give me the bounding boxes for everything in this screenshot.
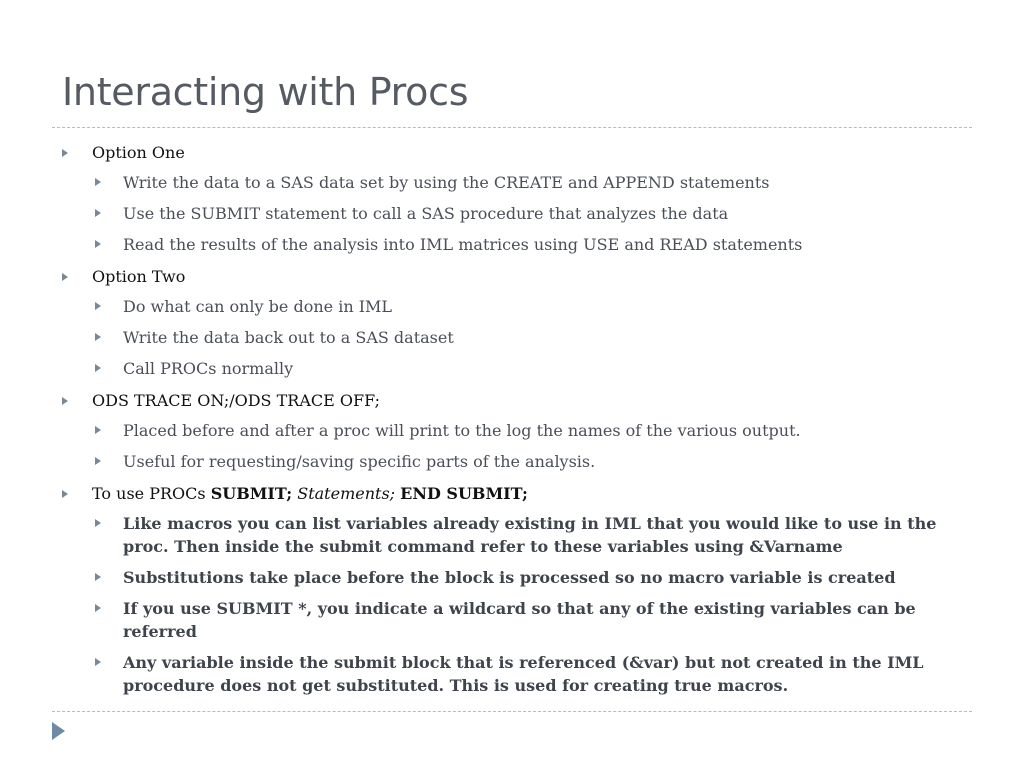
sub-bullet [58, 651, 958, 697]
sub-bullet [58, 419, 958, 442]
sub-bullet [58, 597, 958, 643]
slide-content [58, 143, 958, 697]
bullet-text: Option Two [92, 267, 186, 286]
sub-bullet [58, 233, 958, 256]
sub-bullet-text: Write the data to a SAS data set by using the CREATE and APPEND statements [123, 173, 770, 192]
slide-title: Interacting with Procs [62, 70, 469, 114]
triangle-bullet-icon [95, 573, 101, 581]
sub-bullet [58, 450, 958, 473]
sub-bullet-text: If you use SUBMIT *, you indicate a wildcard so that any of the existing variables can be referred [123, 599, 916, 641]
end-submit-keyword: END SUBMIT; [400, 484, 528, 503]
sub-bullet [58, 171, 958, 194]
triangle-bullet-icon [95, 333, 101, 341]
sub-bullet [58, 357, 958, 380]
sub-bullet-text: Read the results of the analysis into IML matrices using USE and READ statements [123, 235, 803, 254]
triangle-bullet-icon [95, 604, 101, 612]
sub-bullet-text: Write the data back out to a SAS dataset [123, 328, 454, 347]
bullet-ods-trace [58, 391, 958, 411]
bullet-use-procs [58, 484, 958, 504]
bullet-option-two [58, 267, 958, 287]
sub-bullet-text: Useful for requesting/saving specific parts of the analysis. [123, 452, 596, 471]
sub-bullet [58, 202, 958, 225]
sub-bullet-text: Any variable inside the submit block that is referenced (&var) but not created in the IML procedure does not get substituted. This is used for creating true macros. [123, 653, 924, 695]
submit-keyword: SUBMIT; [210, 484, 293, 503]
footer-divider [52, 711, 972, 712]
sub-bullet-text: Substitutions take place before the block is processed so no macro variable is created [123, 568, 896, 587]
sub-bullet [58, 326, 958, 349]
sub-bullet-text: Use the SUBMIT statement to call a SAS procedure that analyzes the data [123, 204, 729, 223]
sub-bullet-text: Placed before and after a proc will print to the log the names of the various output. [123, 421, 801, 440]
bullet-option-one [58, 143, 958, 163]
triangle-bullet-icon [62, 490, 68, 498]
triangle-bullet-icon [95, 519, 101, 527]
sub-bullet-text: Call PROCs normally [123, 359, 294, 378]
play-arrow-icon[interactable] [52, 722, 65, 740]
triangle-bullet-icon [95, 209, 101, 217]
sub-bullet-text: Like macros you can list variables already existing in IML that you would like to use in the proc. Then inside the submit command refer to these variables using &Varname [123, 514, 937, 556]
sub-bullet-text: Do what can only be done in IML [123, 297, 393, 316]
triangle-bullet-icon [95, 426, 101, 434]
triangle-bullet-icon [62, 397, 68, 405]
statements-placeholder: Statements; [297, 484, 396, 503]
triangle-bullet-icon [95, 364, 101, 372]
bullet-text-prefix: To use PROCs [92, 484, 211, 503]
bullet-text: ODS TRACE ON;/ODS TRACE OFF; [92, 391, 381, 410]
triangle-bullet-icon [95, 457, 101, 465]
triangle-bullet-icon [95, 178, 101, 186]
sub-bullet [58, 295, 958, 318]
triangle-bullet-icon [62, 273, 68, 281]
bullet-text: Option One [92, 143, 185, 162]
triangle-bullet-icon [95, 658, 101, 666]
triangle-bullet-icon [62, 149, 68, 157]
title-divider [52, 127, 972, 128]
sub-bullet [58, 566, 958, 589]
sub-bullet [58, 512, 958, 558]
triangle-bullet-icon [95, 240, 101, 248]
triangle-bullet-icon [95, 302, 101, 310]
